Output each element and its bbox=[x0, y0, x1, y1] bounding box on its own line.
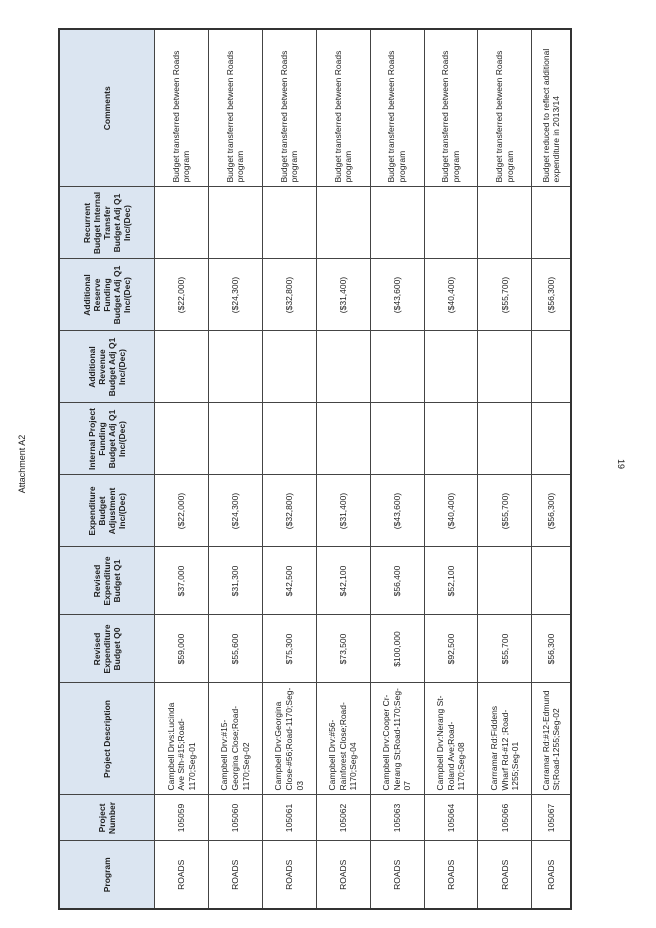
cell-additional-revenue bbox=[478, 331, 532, 403]
cell-recurrent-transfer bbox=[370, 187, 424, 259]
cell-project-description: Campbell Drv:Nerang St-Roland Ave;Road-1170;Seg-08 bbox=[424, 683, 478, 795]
cell-revised-q1: $42,100 bbox=[316, 547, 370, 615]
cell-additional-reserve: ($56,300) bbox=[532, 259, 571, 331]
cell-additional-revenue bbox=[262, 331, 316, 403]
cell-expenditure-adjustment: ($56,300) bbox=[532, 475, 571, 547]
cell-additional-reserve: ($24,300) bbox=[208, 259, 262, 331]
cell-internal-funding bbox=[424, 403, 478, 475]
cell-additional-revenue bbox=[532, 331, 571, 403]
table-row bbox=[370, 29, 424, 909]
table-row bbox=[316, 29, 370, 909]
cell-project-description: Campbell Drv:Cooper Cr-Nerang St;Road-1170;Seg-07 bbox=[370, 683, 424, 795]
cell-internal-funding bbox=[370, 403, 424, 475]
cell-additional-reserve: ($22,000) bbox=[155, 259, 209, 331]
cell-comments: Budget transferred between Roads program bbox=[155, 29, 209, 187]
cell-program: ROADS bbox=[478, 841, 532, 909]
cell-project-description: Campbell Drv:#15-Georgina Close;Road-1170;Seg-02 bbox=[208, 683, 262, 795]
cell-program: ROADS bbox=[316, 841, 370, 909]
cell-internal-funding bbox=[316, 403, 370, 475]
cell-comments: Budget transferred between Roads program bbox=[262, 29, 316, 187]
cell-additional-reserve: ($31,400) bbox=[316, 259, 370, 331]
cell-internal-funding bbox=[262, 403, 316, 475]
table-row bbox=[262, 29, 316, 909]
column-header-revised-budget-q0: Revised Expenditure Budget Q0 bbox=[59, 615, 155, 683]
table-row bbox=[424, 29, 478, 909]
cell-comments: Budget transferred between Roads program bbox=[316, 29, 370, 187]
cell-additional-revenue bbox=[424, 331, 478, 403]
cell-program: ROADS bbox=[532, 841, 571, 909]
cell-recurrent-transfer bbox=[532, 187, 571, 259]
cell-comments: Budget transferred between Roads program bbox=[208, 29, 262, 187]
cell-expenditure-adjustment: ($22,000) bbox=[155, 475, 209, 547]
cell-revised-q1 bbox=[478, 547, 532, 615]
cell-program: ROADS bbox=[370, 841, 424, 909]
table-row bbox=[532, 29, 571, 909]
cell-revised-q0: $73,500 bbox=[316, 615, 370, 683]
cell-expenditure-adjustment: ($31,400) bbox=[316, 475, 370, 547]
cell-expenditure-adjustment: ($40,400) bbox=[424, 475, 478, 547]
cell-revised-q0: $100,000 bbox=[370, 615, 424, 683]
cell-project-number: 105060 bbox=[208, 795, 262, 841]
cell-additional-revenue bbox=[208, 331, 262, 403]
column-header-additional-reserve-funding: Additional Reserve Funding Budget Adj Q1 Inc/(Dec) bbox=[59, 259, 155, 331]
column-header-project-number: Project Number bbox=[59, 795, 155, 841]
cell-program: ROADS bbox=[208, 841, 262, 909]
cell-additional-reserve: ($40,400) bbox=[424, 259, 478, 331]
column-header-revised-budget-q1: Revised Expenditure Budget Q1 bbox=[59, 547, 155, 615]
cell-revised-q0: $55,600 bbox=[208, 615, 262, 683]
cell-revised-q1: $31,300 bbox=[208, 547, 262, 615]
cell-expenditure-adjustment: ($32,800) bbox=[262, 475, 316, 547]
cell-program: ROADS bbox=[424, 841, 478, 909]
cell-additional-reserve: ($32,800) bbox=[262, 259, 316, 331]
cell-comments: Budget transferred between Roads program bbox=[478, 29, 532, 187]
cell-internal-funding bbox=[478, 403, 532, 475]
cell-recurrent-transfer bbox=[316, 187, 370, 259]
cell-project-description: Carramar Rd:#12-Edmund St;Road-1255;Seg-02 bbox=[532, 683, 571, 795]
cell-project-number: 105067 bbox=[532, 795, 571, 841]
cell-internal-funding bbox=[155, 403, 209, 475]
column-header-project-description: Project Description bbox=[59, 683, 155, 795]
cell-revised-q0: $75,300 bbox=[262, 615, 316, 683]
cell-revised-q0: $92,500 bbox=[424, 615, 478, 683]
cell-revised-q1: $37,000 bbox=[155, 547, 209, 615]
cell-project-number: 105064 bbox=[424, 795, 478, 841]
column-header-program: Program bbox=[59, 841, 155, 909]
cell-additional-reserve: ($43,600) bbox=[370, 259, 424, 331]
cell-project-number: 105062 bbox=[316, 795, 370, 841]
column-header-expenditure-adjustment: Expenditure Budget Adjustment Inc/(Dec) bbox=[59, 475, 155, 547]
cell-recurrent-transfer bbox=[208, 187, 262, 259]
cell-project-number: 105066 bbox=[478, 795, 532, 841]
cell-revised-q0: $59,000 bbox=[155, 615, 209, 683]
cell-additional-revenue bbox=[316, 331, 370, 403]
cell-revised-q1: $42,500 bbox=[262, 547, 316, 615]
cell-recurrent-transfer bbox=[155, 187, 209, 259]
cell-additional-revenue bbox=[155, 331, 209, 403]
cell-project-description: Carrramar Rd:Fiddens Wharf Rd-#12 ;Road-1255;Seg-01 bbox=[478, 683, 532, 795]
cell-revised-q1: $52,100 bbox=[424, 547, 478, 615]
cell-project-description: Campbell Drv:Georgina Close-#56;Road-1170;Seg-03 bbox=[262, 683, 316, 795]
budget-adjustment-table bbox=[58, 28, 572, 910]
table-row bbox=[155, 29, 209, 909]
cell-project-number: 105061 bbox=[262, 795, 316, 841]
attachment-label: Attachment A2 bbox=[17, 434, 27, 494]
cell-revised-q0: $55,700 bbox=[478, 615, 532, 683]
cell-revised-q1 bbox=[532, 547, 571, 615]
page-number: 19 bbox=[616, 458, 626, 470]
cell-project-number: 105063 bbox=[370, 795, 424, 841]
table-row bbox=[208, 29, 262, 909]
column-header-internal-project-funding: Internal Project Funding Budget Adj Q1 Inc/(Dec) bbox=[59, 403, 155, 475]
cell-recurrent-transfer bbox=[424, 187, 478, 259]
cell-expenditure-adjustment: ($24,300) bbox=[208, 475, 262, 547]
table-row bbox=[478, 29, 532, 909]
cell-comments: Budget transferred between Roads program bbox=[424, 29, 478, 187]
cell-project-number: 105059 bbox=[155, 795, 209, 841]
cell-program: ROADS bbox=[155, 841, 209, 909]
cell-project-description: Campbell Drv:#56-Rainforest Close;Road-1170;Seg-04 bbox=[316, 683, 370, 795]
table-header-row bbox=[59, 29, 155, 909]
cell-internal-funding bbox=[532, 403, 571, 475]
cell-internal-funding bbox=[208, 403, 262, 475]
cell-project-description: Campbell Drvs:Lucinda Ave Sth-#15;Road-1170;Seg-01 bbox=[155, 683, 209, 795]
cell-comments: Budget reduced to reflect additional expenditure in 2013/14 bbox=[532, 29, 571, 187]
cell-comments: Budget transferred between Roads program bbox=[370, 29, 424, 187]
cell-expenditure-adjustment: ($43,600) bbox=[370, 475, 424, 547]
column-header-recurrent-internal-transfer: Recurrent Budget Internal Transfer Budget Adj Q1 Inc/(Dec) bbox=[59, 187, 155, 259]
cell-additional-reserve: ($55,700) bbox=[478, 259, 532, 331]
cell-revised-q0: $56,300 bbox=[532, 615, 571, 683]
cell-additional-revenue bbox=[370, 331, 424, 403]
cell-recurrent-transfer bbox=[478, 187, 532, 259]
cell-recurrent-transfer bbox=[262, 187, 316, 259]
column-header-additional-revenue: Additional Revenue Budget Adj Q1 Inc/(Dec) bbox=[59, 331, 155, 403]
cell-expenditure-adjustment: ($55,700) bbox=[478, 475, 532, 547]
cell-revised-q1: $56,400 bbox=[370, 547, 424, 615]
column-header-comments: Comments bbox=[59, 29, 155, 187]
rotated-table-container bbox=[58, 30, 572, 910]
cell-program: ROADS bbox=[262, 841, 316, 909]
